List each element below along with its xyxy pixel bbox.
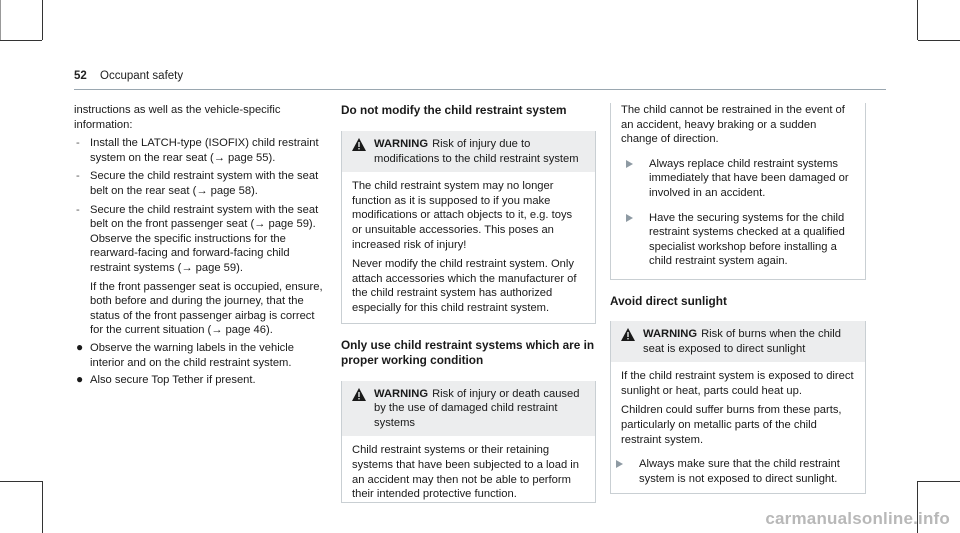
warning-triangle-icon	[621, 328, 635, 346]
arrow-icon	[626, 160, 633, 168]
section-heading: Avoid direct sunlight	[610, 293, 727, 308]
crop-mark	[918, 40, 960, 41]
column-2	[341, 103, 596, 503]
crop-mark	[918, 481, 960, 482]
warning-triangle-icon	[352, 138, 366, 156]
warning-box	[610, 321, 866, 494]
bullet-item: ● Observe the warning labels in the vehicle interior and on the child restraint system.	[76, 339, 294, 369]
list-item: - Secure the child restraint system with the seat belt on the rear seat (→ page 58).	[76, 170, 319, 197]
warning-header: WARNING Risk of burns when the child seat is exposed to direct sunlight	[611, 321, 865, 362]
warning-body: The child restraint system may no longer function as it is supposed to if you make modifications or attach objects to it, e.g. toys or unsuitable accessories. This poses an increased risk of injury! Never modify the child restraint system. Only attach accessories which the manufacturer of the child restraint system has authorized especially for this child restraint system.	[352, 180, 577, 314]
crop-mark	[0, 481, 42, 482]
warning-triangle-icon	[352, 388, 366, 406]
action-item: Always replace child restraint systems immediately that have been damaged or involved in an accident.	[621, 157, 855, 201]
section-heading: Only use child restraint systems which are in proper working condition	[341, 337, 595, 367]
watermark: carmanualsonline.info	[765, 509, 950, 528]
arrow-icon	[616, 460, 623, 468]
crop-mark	[0, 0, 1, 40]
action-item: Have the securing systems for the child restraint systems checked at a qualified specialist workshop before installing a child restraint system again.	[621, 211, 855, 269]
header-divider	[74, 89, 886, 90]
bullet-item: ● Also secure Top Tether if present.	[76, 372, 256, 387]
crop-mark	[0, 40, 42, 41]
sub-paragraph: If the front passenger seat is occupied, ensure, both before and during the journey, that the status of the front passenger airbag is correct for the current situation (→ page 46).	[90, 280, 323, 337]
warning-header: WARNING Risk of injury due to modifications to the child restraint system	[342, 131, 595, 172]
crop-mark	[42, 0, 43, 40]
warning-body: Child restraint systems or their retaining systems that have been subjected to a load in an accident may then not be able to perform their intended protective function.	[352, 444, 580, 501]
column-3	[610, 103, 866, 494]
warning-body: If the child restraint system is exposed to direct sunlight or heat, parts could heat up. Children could suffer burns from these parts, particularly on metallic parts of the child restraint system. Always make sure that the child restraint system is not exposed to direct sunlight.	[611, 362, 865, 493]
warning-box	[341, 131, 596, 324]
action-item: Always make sure that the child restraint system is not exposed to direct sunlight.	[611, 457, 855, 486]
column-1	[74, 103, 324, 388]
warning-continuation: The child cannot be restrained in the event of an accident, heavy braking or a sudden change of direction. Always replace child restraint systems immediately that have been damaged or involved in an accident. Have the securing systems for the child restraint systems checked at a qualified specialist workshop before installing a child restraint system again.	[610, 103, 866, 280]
intro-text: instructions as well as the vehicle-specific information:	[74, 104, 281, 131]
section-title: Occupant safety	[100, 70, 184, 82]
list-item: - Secure the child restraint system with the seat belt on the front passenger seat (→ page 59). Observe the specific instructions for the rearward-facing and forward-facing child restraint systems (→ page 59).	[76, 203, 319, 274]
crop-mark	[917, 0, 918, 40]
list-item: - Install the LATCH-type (ISOFIX) child restraint system on the rear seat (→ page 55).	[76, 137, 319, 164]
crop-mark	[42, 481, 43, 533]
section-heading: Do not modify the child restraint system	[341, 103, 567, 117]
arrow-icon	[626, 214, 633, 222]
warning-header: WARNING Risk of injury or death caused by the use of damaged child restraint systems	[342, 381, 595, 437]
warning-box	[341, 381, 596, 503]
page-number: 52	[74, 70, 87, 82]
page-header	[74, 70, 183, 82]
